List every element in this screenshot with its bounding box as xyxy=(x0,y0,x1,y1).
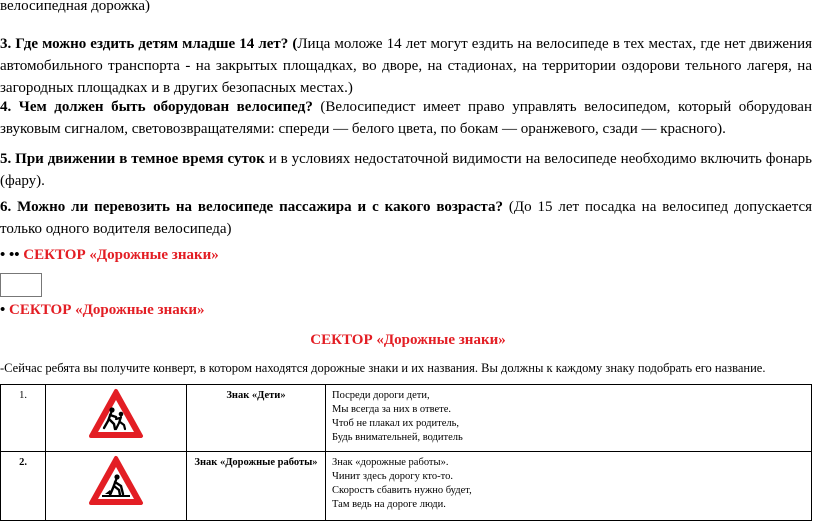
image-placeholder xyxy=(0,273,42,297)
verse-line: Чтоб не плакал их родитель, xyxy=(332,418,460,429)
table-row xyxy=(1,452,812,521)
sign-cell xyxy=(46,452,187,521)
verse-line: Будь внимательней, водитель xyxy=(332,432,463,443)
bullets: • xyxy=(0,302,10,318)
sector-heading-list xyxy=(0,299,205,321)
sign-verse xyxy=(326,452,812,521)
question-text: 3. Где можно ездить детям младше 14 лет? ( xyxy=(0,36,298,52)
question-6 xyxy=(0,196,812,240)
answer-text: и в условиях недостаточной видимости на велосипеде необходимо включить фонарь (фару). xyxy=(0,151,812,189)
question-3 xyxy=(0,33,812,99)
verse-line: Мы всегда за них в ответе. xyxy=(332,404,452,415)
verse-line: Скоростъ сбавить нужно будет, xyxy=(332,485,472,496)
row-number: 2. xyxy=(1,452,46,521)
verse-line: Посреди дороги дети, xyxy=(332,390,430,401)
answer-text: (До 15 лет посадка на велосипед допускается только одного водителя велосипеда) xyxy=(0,199,812,237)
section-title: СЕКТОР «Дорожные знаки» xyxy=(310,332,506,348)
verse-line: Там ведь на дороге люди. xyxy=(332,499,446,510)
text-line: велосипедная дорожка) xyxy=(0,0,150,14)
bullets: • •• xyxy=(0,247,24,263)
sign-verse xyxy=(326,385,812,452)
intro-text: -Сейчас ребята вы получите конверт, в котором находятся дорожные знаки и их названия. Вы должны к каждому знаку подобрать его название. xyxy=(0,361,766,375)
row-number: 1. xyxy=(1,385,46,452)
question-5 xyxy=(0,148,812,192)
roadworks-warning-sign-icon xyxy=(88,455,144,507)
answer-text: Лица моложе 14 лет могут ездить на велосипеде в тех местах, где нет движения автомобильного транспорта - на закрытых площадках, во дворе, на стадионах, на территории оздорови тельного лагеря, на загородных площадках и в других безопасных местах.) xyxy=(0,36,812,96)
sign-name: Знак «Дети» xyxy=(187,385,326,452)
sign-name: Знак «Дорожные работы» xyxy=(187,452,326,521)
table-row xyxy=(1,385,812,452)
answer-text: (Велосипедист имеет право управлять велосипедом, который оборудован звуковым сигналом, световозвращателями: спереди — белого цвета, по бокам — оранжевого, сзади — красного). xyxy=(0,99,812,137)
sector-heading-list xyxy=(0,244,219,266)
sector-link: СЕКТОР «Дорожные знаки» xyxy=(9,302,205,318)
children-warning-sign-icon xyxy=(88,388,144,440)
signs-table xyxy=(0,384,812,521)
question-text: 5. При движении в темное время суток xyxy=(0,151,265,167)
verse-line: Чинит здесь дорогу кто-то. xyxy=(332,471,453,482)
question-text: 4. Чем должен быть оборудован велосипед? xyxy=(0,99,313,115)
question-text: 6. Можно ли перевозить на велосипеде пассажира и с какого возраста? xyxy=(0,199,503,215)
sign-cell xyxy=(46,385,187,452)
question-4 xyxy=(0,96,812,140)
sector-link: СЕКТОР «Дорожные знаки» xyxy=(23,247,219,263)
verse-line: Знак «дорожные работы». xyxy=(332,457,449,468)
